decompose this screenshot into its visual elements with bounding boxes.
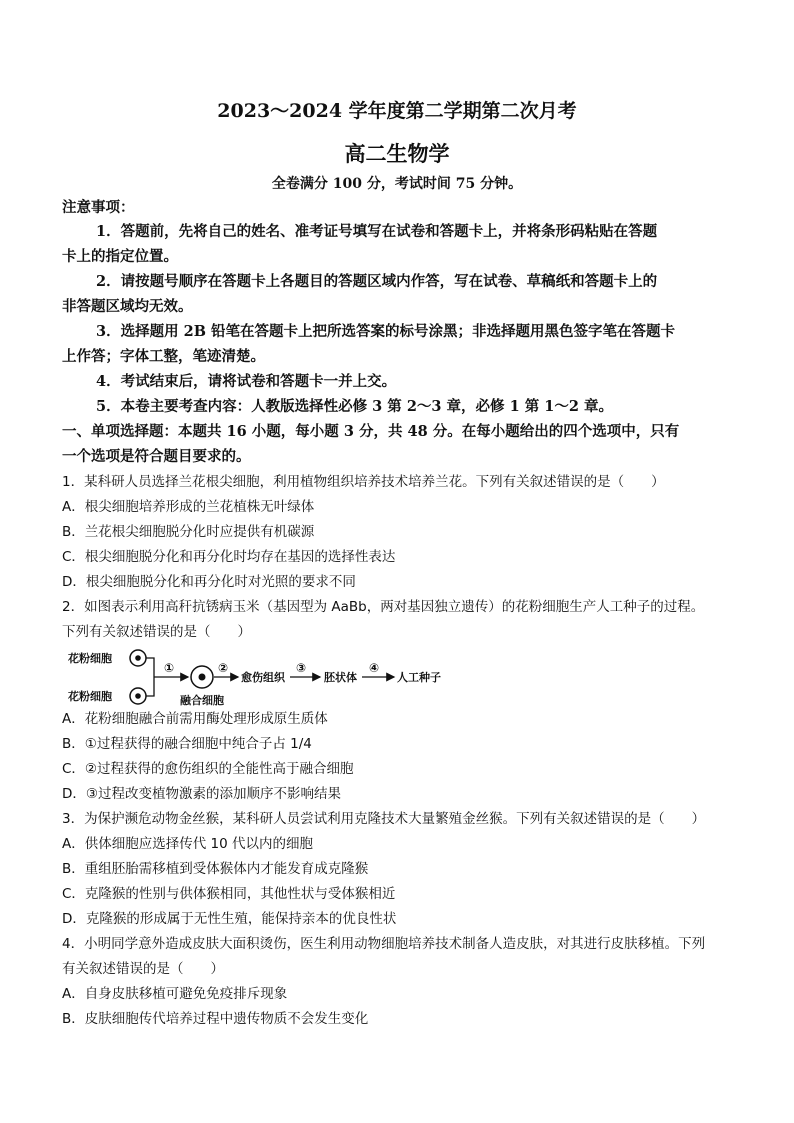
note-4: 4．考试结束后，请将试卷和答题卡一并上交。 [96, 373, 397, 390]
section-1-line-2: 一个选项是符合题目要求的。 [62, 448, 251, 465]
q3-option-b: B．重组胚胎需移植到受体猴体内才能发育成克隆猴 [62, 861, 369, 877]
note-2-line-1: 2．请按题号顺序在答题卡上各题目的答题区域内作答，写在试卷、草稿纸和答题卡上的 [96, 273, 658, 290]
q2-stem-line-2: 下列有关叙述错误的是（ ） [62, 624, 251, 640]
q4-stem-line-1: 4．小明同学意外造成皮肤大面积烫伤，医生利用动物细胞培养技术制备人造皮肤，对其进行皮肤移植。下列 [62, 936, 706, 952]
q1-option-c: C．根尖细胞脱分化和再分化时均存在基因的选择性表达 [62, 549, 396, 565]
q3-option-a: A．供体细胞应选择传代 10 代以内的细胞 [62, 836, 313, 852]
q2-option-a: A．花粉细胞融合前需用酶处理形成原生质体 [62, 711, 328, 727]
q2-option-d: D．③过程改变植物激素的添加顺序不影响结果 [62, 786, 341, 802]
step-2-label: ② [218, 661, 229, 675]
pollen-cell-top-label: 花粉细胞 [68, 652, 112, 665]
q3-stem: 3．为保护濒危动物金丝猴，某科研人员尝试利用克隆技术大量繁殖金丝猴。下列有关叙述错误的是（ ） [62, 811, 706, 827]
fused-cell-icon [191, 666, 213, 688]
q4-option-b: B．皮肤细胞传代培养过程中遗传物质不会发生变化 [62, 1011, 369, 1027]
q1-option-a: A．根尖细胞培养形成的兰花植株无叶绿体 [62, 499, 315, 515]
q1-option-b: B．兰花根尖细胞脱分化时应提供有机碳源 [62, 524, 315, 540]
fused-cell-label: 融合细胞 [180, 694, 224, 707]
exam-title: 2023～2024 学年度第二学期第二次月考 [217, 100, 577, 122]
pollen-cell-bottom-label: 花粉细胞 [68, 690, 112, 703]
pollen-cell-bottom-icon [130, 688, 146, 704]
pollen-process-diagram [68, 648, 458, 708]
pollen-cell-top-icon [130, 650, 146, 666]
q4-option-a: A．自身皮肤移植可避免免疫排斥现象 [62, 986, 288, 1002]
q3-option-c: C．克隆猴的性别与供体猴相同，其他性状与受体猴相近 [62, 886, 396, 902]
callus-label: 愈伤组织 [241, 671, 285, 684]
note-2-line-2: 非答题区域均无效。 [62, 298, 193, 315]
score-time-info: 全卷满分 100 分，考试时间 75 分钟。 [271, 176, 523, 192]
note-1-line-2: 卡上的指定位置。 [62, 248, 178, 265]
section-1-line-1: 一、单项选择题：本题共 16 小题，每小题 3 分，共 48 分。在每小题给出的四个选项中，只有 [62, 423, 680, 440]
q2-option-c: C．②过程获得的愈伤组织的全能性高于融合细胞 [62, 761, 354, 777]
artificial-seed-label: 人工种子 [397, 671, 441, 684]
notes-heading: 注意事项： [62, 199, 135, 216]
step-3-label: ③ [296, 661, 307, 675]
step-4-label: ④ [369, 661, 380, 675]
note-1-line-1: 1．答题前，先将自己的姓名、准考证号填写在试卷和答题卡上，并将条形码粘贴在答题 [96, 223, 658, 240]
embryoid-label: 胚状体 [324, 671, 357, 684]
q3-option-d: D．克隆猴的形成属于无性生殖，能保持亲本的优良性状 [62, 911, 397, 927]
q1-stem: 1．某科研人员选择兰花根尖细胞，利用植物组织培养技术培养兰花。下列有关叙述错误的是（ ） [62, 474, 665, 490]
note-5: 5．本卷主要考查内容：人教版选择性必修 3 第 2～3 章，必修 1 第 1～2 章。 [96, 398, 614, 415]
note-3-line-2: 上作答；字体工整，笔迹清楚。 [62, 348, 265, 365]
q4-stem-line-2: 有关叙述错误的是（ ） [62, 961, 224, 977]
subject-title: 高二生物学 [344, 141, 450, 166]
q1-option-d: D．根尖细胞脱分化和再分化时对光照的要求不同 [62, 574, 356, 590]
note-3-line-1: 3．选择题用 2B 铅笔在答题卡上把所选答案的标号涂黑；非选择题用黑色签字笔在答题卡 [96, 323, 676, 340]
step-1-label: ① [164, 661, 175, 675]
q2-stem-line-1: 2．如图表示利用高秆抗锈病玉米（基因型为 AaBb，两对基因独立遗传）的花粉细胞生产人工种子的过程。 [62, 599, 705, 615]
q2-option-b: B．①过程获得的融合细胞中纯合子占 1/4 [62, 736, 312, 752]
